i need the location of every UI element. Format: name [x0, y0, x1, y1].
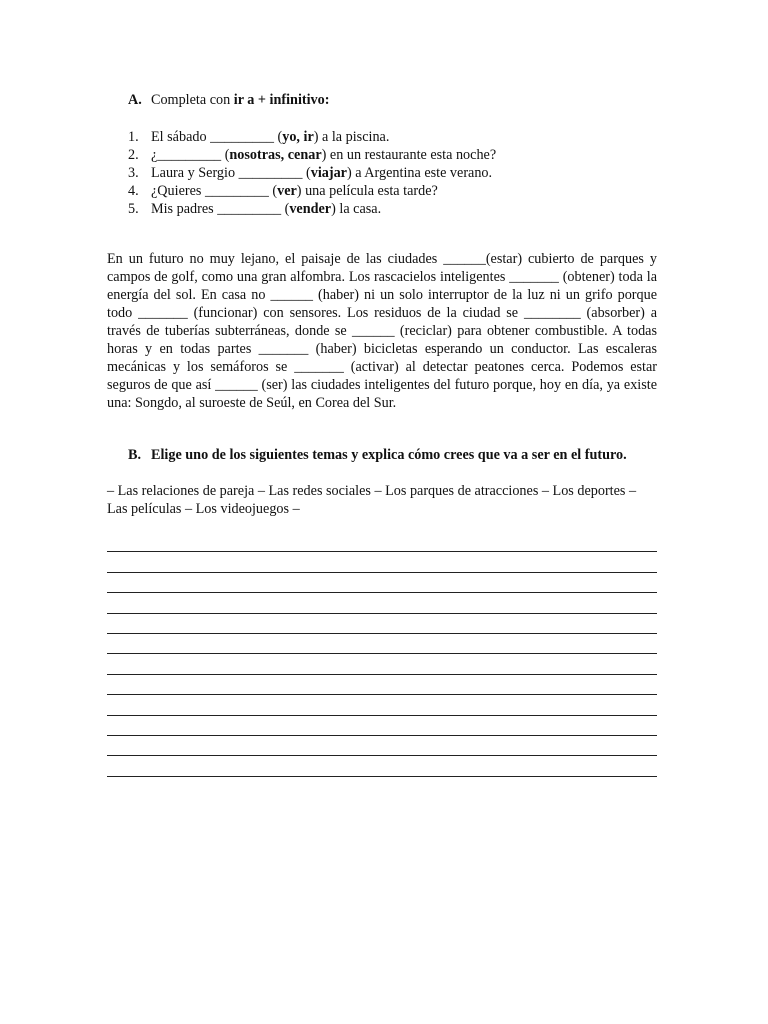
item-number: 2. [128, 147, 139, 163]
item-number: 3. [128, 165, 139, 181]
item-text-end: ) en un restaurante esta noche? [321, 147, 497, 163]
item-text-end: ) a la piscina. [313, 129, 390, 145]
writing-line[interactable] [107, 573, 657, 593]
writing-line[interactable] [107, 675, 657, 695]
item-verb-hint: yo, ir [282, 129, 314, 145]
section-a-heading [128, 92, 329, 109]
topics-list: – Las relaciones de pareja – Las redes sociales – Los parques de atracciones – Los deportes – Las películas – Los videojuegos – [107, 483, 637, 517]
writing-line[interactable] [107, 736, 657, 756]
writing-line[interactable] [107, 716, 657, 736]
item-text-end: ) a Argentina este verano. [346, 165, 493, 181]
reading-paragraph: En un futuro no muy lejano, el paisaje de las ciudades ______(estar) cubierto de parques y campos de golf, como una gran alfombra. Los rascacielos inteligentes _______ (obtener) toda la energía del sol. En casa no ______ (haber) ni un solo interruptor de la luz ni un grifo porque todo _______ (funcionar) con sensores. Los residuos de la ciudad se ________ (absorber) a través de tuberías subterráneas, donde se ______ (reciclar) para obtener combustible. A todas horas y en todas partes _______ (haber) bicicletas esperando un conductor. Las escaleras mecánicas y los semáforos se _______ (activar) al detectar peatones cerca. Podemos estar seguros de que así ______ (ser) las ciudades inteligentes del futuro porque, hoy en día, ya existe una: Songdo, al suroeste de Seúl, en Corea del Sur. [107, 251, 657, 411]
writing-line[interactable] [107, 552, 657, 572]
exercise-item [128, 182, 496, 200]
item-text: ¿Quieres _________ ( [151, 183, 278, 199]
item-text: Laura y Sergio _________ ( [151, 165, 311, 181]
section-b-letter: B. [128, 447, 142, 463]
writing-line[interactable] [107, 756, 657, 776]
item-verb-hint: vender [289, 201, 332, 217]
writing-area[interactable] [107, 532, 657, 777]
writing-line[interactable] [107, 654, 657, 674]
writing-line[interactable] [107, 695, 657, 715]
item-number: 5. [128, 201, 139, 217]
section-b-instruction: Elige uno de los siguientes temas y explica cómo crees que va a ser en el futuro. [151, 447, 627, 463]
item-text-end: ) la casa. [331, 201, 382, 217]
item-number: 4. [128, 183, 139, 199]
exercise-list [128, 128, 496, 218]
item-verb-hint: ver [277, 183, 297, 199]
item-text: El sábado _________ ( [151, 129, 283, 145]
exercise-item [128, 146, 496, 164]
item-number: 1. [128, 129, 139, 145]
writing-line[interactable] [107, 593, 657, 613]
writing-line[interactable] [107, 532, 657, 552]
section-a-letter: A. [128, 92, 142, 108]
exercise-item [128, 128, 496, 146]
exercise-item [128, 200, 496, 218]
item-verb-hint: nosotras, cenar [229, 147, 322, 163]
section-a-instruction-bold: ir a + infinitivo: [233, 92, 330, 108]
item-text: ¿_________ ( [151, 147, 230, 163]
item-text: Mis padres _________ ( [151, 201, 290, 217]
writing-line[interactable] [107, 614, 657, 634]
section-b-heading [128, 447, 627, 464]
item-text-end: ) una película esta tarde? [296, 183, 438, 199]
item-verb-hint: viajar [310, 165, 347, 181]
exercise-item [128, 164, 496, 182]
writing-line[interactable] [107, 634, 657, 654]
section-a-instruction: Completa con [151, 92, 234, 108]
